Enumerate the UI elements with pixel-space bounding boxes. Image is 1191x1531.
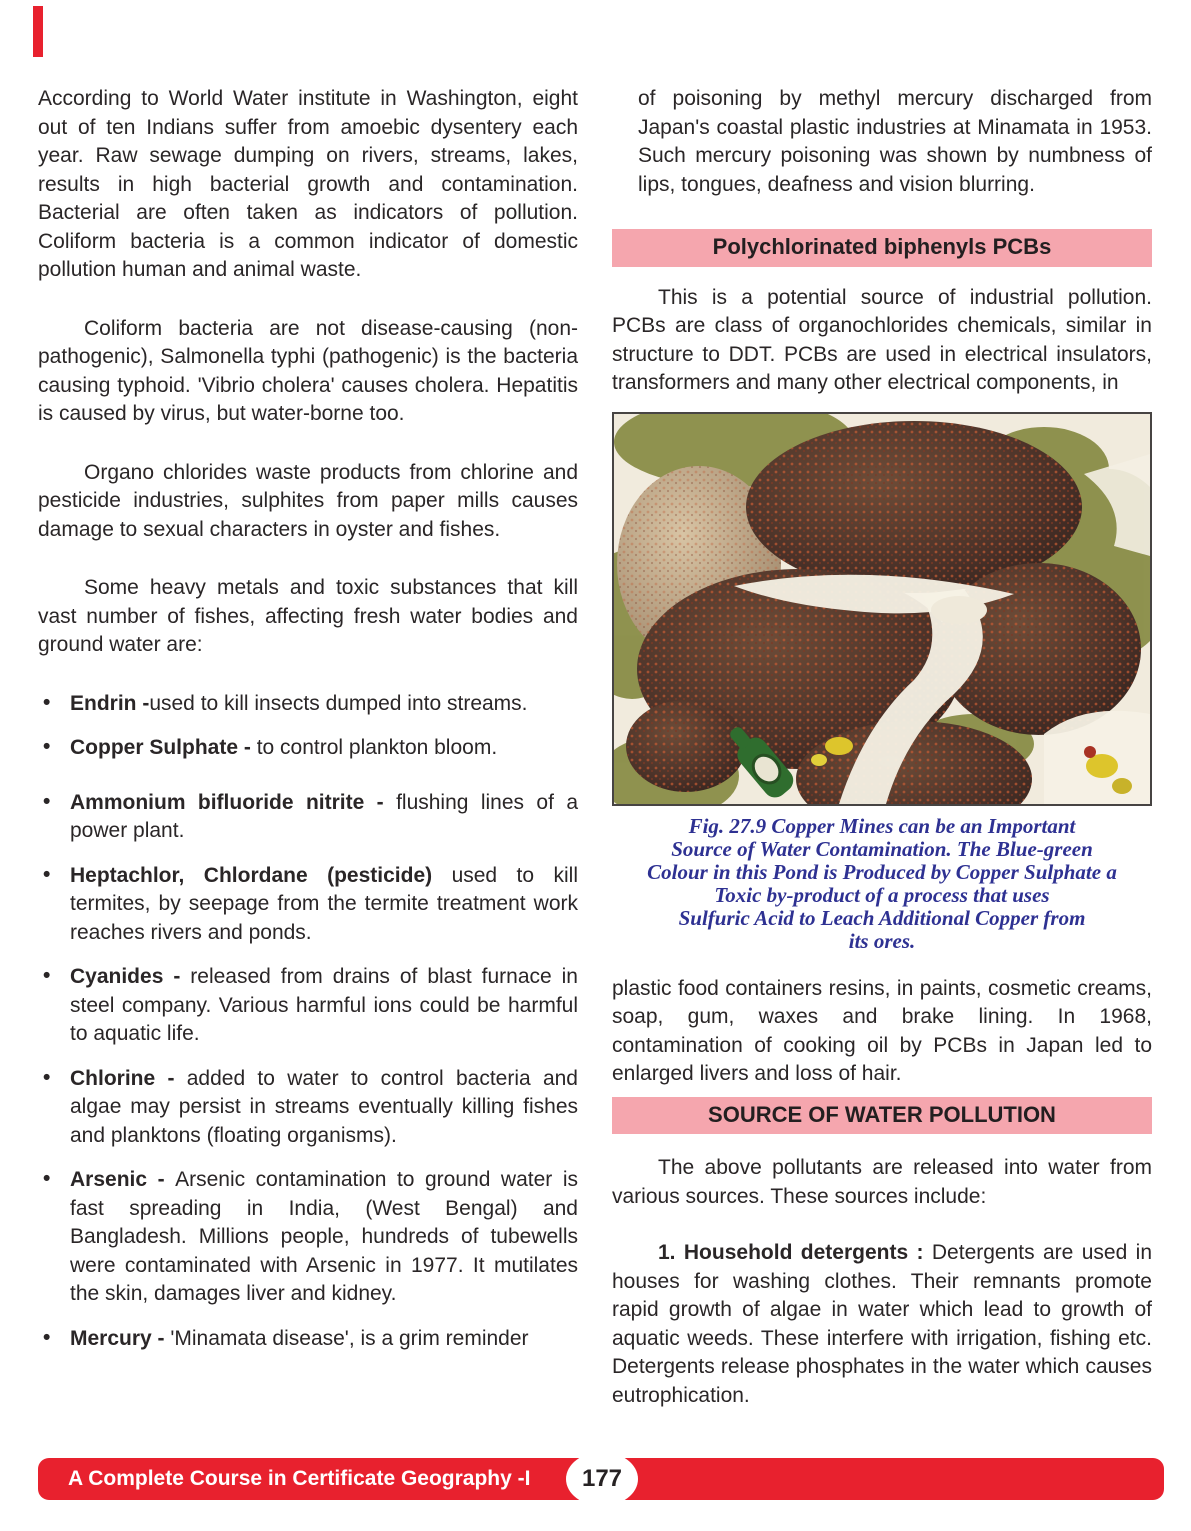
figure-caption <box>612 815 1152 953</box>
source-section-header: SOURCE OF WATER POLLUTION <box>612 1097 1152 1135</box>
bullet-dot-icon: • <box>43 1065 51 1089</box>
caption-line: Colour in this Pond is Produced by Copper Sulphate a <box>647 859 1117 884</box>
pcb-section-header: Polychlorinated biphenyls PCBs <box>612 229 1152 267</box>
caption-line: its ores. <box>848 928 916 953</box>
bullet-item-mercury <box>38 1325 578 1354</box>
bullet-dot-icon: • <box>43 1167 51 1190</box>
bullet-lead: Ammonium bifluoride nitrite - <box>70 790 397 814</box>
bullet-item-heptachlor <box>38 862 578 948</box>
pollutant-bullet-list <box>38 690 578 1354</box>
bullet-text: used to kill insects dumped into streams. <box>149 691 528 715</box>
bullet-item-arsenic <box>38 1166 578 1309</box>
page-number: 177 <box>581 1465 623 1492</box>
bullet-lead: Cyanides - <box>70 965 191 988</box>
bullet-lead: Arsenic - <box>70 1168 176 1191</box>
bullet-lead: Mercury - <box>70 1326 171 1350</box>
mercury-continuation-paragraph: of poisoning by methyl mercury discharged from Japan's coastal plastic industries at Minamata in 1953. Such mercury poisoning was shown by numbness of lips, tongues, deafness and vision blurring. <box>638 87 1152 196</box>
caption-line: Fig. 27.9 Copper Mines can be an Important <box>688 813 1076 838</box>
detergents-text: Detergents are used in houses for washing clothes. Their remnants promote rapid growth of algae in water which lead to growth of aquatic weeds. These interfere with irrigation, fishing etc. Detergents release phosphates in the water which causes eutrophication. <box>612 1241 1152 1407</box>
bullet-item-endrin <box>38 690 578 719</box>
detergents-lead: 1. Household detergents : <box>658 1241 932 1264</box>
page-edge-mark <box>33 6 43 57</box>
bullet-text: released from drains of blast furnace in steel company. Various harmful ions could be harmful to aquatic life. <box>70 965 578 1045</box>
detergents-paragraph <box>612 1239 1152 1410</box>
paragraph: Some heavy metals and toxic substances that kill vast number of fishes, affecting fresh water bodies and ground water are: <box>38 576 578 656</box>
bullet-dot-icon: • <box>43 1325 51 1349</box>
figure <box>612 412 1152 953</box>
caption-line: Source of Water Contamination. The Blue-green <box>671 836 1093 861</box>
bullet-item-cyanides <box>38 963 578 1049</box>
caption-line: Toxic by-product of a process that uses <box>714 882 1050 907</box>
page-number-badge <box>566 1452 638 1506</box>
figure-photo <box>612 412 1152 806</box>
bullet-lead: Heptachlor, Chlordane (pesticide) <box>70 863 452 887</box>
pcb-paragraph: This is a potential source of industrial pollution. PCBs are class of organochlorides chemicals, similar in structure to DDT. PCBs are used in electrical insulators, transformers and many other electrical components, in <box>612 285 1152 394</box>
right-column <box>612 85 1152 1410</box>
bullet-text: flushing lines of a power plant. <box>70 790 578 842</box>
bullet-dot-icon: • <box>43 735 51 758</box>
source-intro-paragraph: The above pollutants are released into water from various sources. These sources include: <box>612 1156 1152 1208</box>
bullet-lead: Copper Sulphate - <box>70 736 257 759</box>
footer-title: A Complete Course in Certificate Geography -I <box>68 1467 531 1490</box>
paragraph: Coliform bacteria are not disease-causing (non-pathogenic), Salmonella typhi (pathogenic) is the bacteria causing typhoid. 'Vibrio cholera' causes cholera. Hepatitis is caused by virus, but water-borne too. <box>38 316 578 425</box>
bullet-lead: Endrin - <box>70 691 150 715</box>
bullet-text: added to water to control bacteria and algae may persist in streams eventually killing fishes and planktons (floating organisms). <box>70 1066 578 1147</box>
bullet-text: 'Minamata disease', is a grim reminder <box>170 1326 529 1350</box>
left-column <box>38 85 578 1353</box>
paragraph: According to World Water institute in Washington, eight out of ten Indians suffer from amoebic dysentery each year. Raw sewage dumping on rivers, streams, lakes, results in high bacterial growth and contamination. Bacterial are often taken as indicators of pollution. Coliform bacteria is a common indicator of domestic pollution human and animal waste. <box>38 87 578 281</box>
bullet-item-copper-sulphate <box>38 734 578 763</box>
bullet-text: to control plankton bloom. <box>256 736 498 759</box>
copper-mine-photo <box>614 414 1150 804</box>
bullet-dot-icon: • <box>43 964 51 987</box>
bullet-text: Arsenic contamination to ground water is fast spreading in India, (West Bengal) and Bangladesh. Millions people, hundreds of tubewells were contaminated with Arsenic in 1977. It mutilates the skin, damages liver and kidney. <box>70 1168 578 1305</box>
bullet-lead: Chlorine - <box>70 1066 187 1090</box>
bullet-dot-icon: • <box>43 789 51 813</box>
bullet-text: used to kill termites, by seepage from the termite treatment work reaches rivers and ponds. <box>70 863 578 944</box>
post-figure-paragraph: plastic food containers resins, in paints, cosmetic creams, soap, gum, waxes and brake lining. In 1968, contamination of cooking oil by PCBs in Japan led to enlarged livers and loss of hair. <box>612 976 1152 1085</box>
caption-line: Sulfuric Acid to Leach Additional Copper from <box>678 905 1086 930</box>
bullet-dot-icon: • <box>43 862 51 886</box>
bullet-item-chlorine <box>38 1065 578 1151</box>
bullet-dot-icon: • <box>43 690 51 714</box>
bullet-item-ammonium <box>38 789 578 846</box>
paragraph: Organo chlorides waste products from chlorine and pesticide industries, sulphites from paper mills causes damage to sexual characters in oyster and fishes. <box>38 460 578 541</box>
